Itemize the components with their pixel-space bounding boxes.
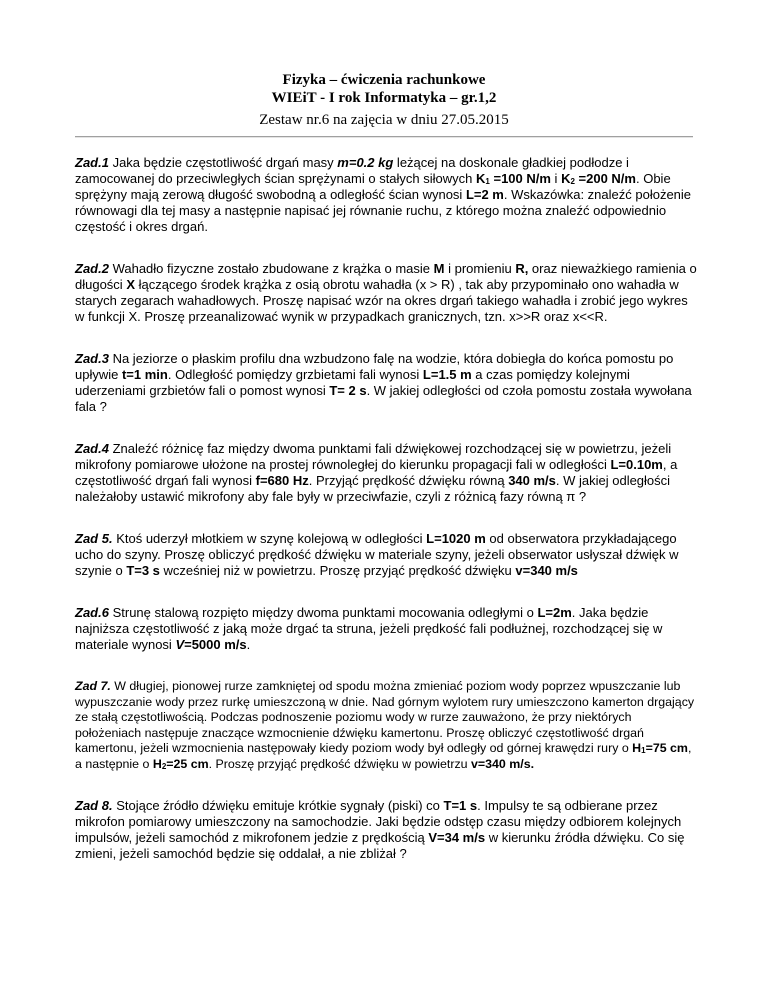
header-divider [75, 136, 693, 138]
task-4 [75, 441, 700, 505]
value-subscript: 1 [485, 177, 490, 186]
text-run: Stojące źródło dźwięku emituje krótkie sygnały (piski) co [112, 798, 444, 813]
text-run: . W jakiej odległości należałoby ustawić mikrofony aby fale były w przeciwfazie, czyli z różnicą fazy równą π ? [75, 473, 671, 504]
text-run: , a następnie o [75, 741, 692, 771]
value-subscript: 2 [570, 177, 575, 186]
value-bold: L=1.5 m [422, 367, 472, 382]
value-bold: =100 N/m [489, 171, 551, 186]
text-run: Jaka będzie częstotliwość drgań masy [108, 155, 338, 170]
value-bold-italic: V [175, 637, 185, 652]
text-run: leżącej na doskonale gładkiej podłodze i zamocowanej do przeciwległych ścian sprężynami o stałych siłowych [75, 155, 629, 186]
value-bold: L=0.10m [610, 457, 663, 472]
text-run: a czas pomiędzy kolejnymi uderzeniami grzbietów fali o pomost wynosi [75, 367, 630, 398]
value-bold: T= 2 s [329, 383, 367, 398]
value-bold: T=3 s [126, 563, 160, 578]
task-1 [75, 155, 700, 235]
text-run: Znaleźć różnicę faz między dwoma punktami fali dźwiękowej rozchodzącej się w powietrzu, jeżeli mikrofony pomiarowe ułożone na prostej równoległej do kierunku propagacji fali w odległości [75, 441, 672, 472]
task-body [75, 351, 692, 414]
value-bold: R, [515, 261, 529, 276]
text-run: . Impulsy te są odbierane przez mikrofon pomiarowy umieszczony na samochodzie. Jaki będzie odstęp czasu między odbiorem kolejnych impulsów, jeżeli samochód z mikrofonem jedzie z prędkością [75, 798, 682, 845]
value-bold: =75 cm [645, 741, 688, 755]
task-label: Zad 8. [75, 798, 113, 813]
value-bold: t=1 min [121, 367, 168, 382]
value-bold: H [152, 756, 162, 771]
text-run: Wahadło fizyczne zostało zbudowane z krążka o masie [108, 261, 434, 276]
value-bold: =200 N/m [574, 171, 636, 186]
value-bold: L=2 m [465, 187, 504, 202]
value-bold: =5000 m/s [184, 637, 247, 652]
value-bold: K [476, 171, 486, 186]
course-group: WIEiT - I rok Informatyka – gr.1,2 [271, 90, 497, 106]
task-5 [75, 531, 700, 579]
task-list [75, 155, 700, 862]
task-label: Zad 5. [75, 531, 113, 546]
task-body [75, 679, 694, 771]
value-bold: f=680 Hz [255, 473, 309, 488]
text-run: Ktoś uderzył młotkiem w szynę kolejową w odległości [112, 531, 427, 546]
course-title: Fizyka – ćwiczenia rachunkowe [282, 72, 486, 88]
task-label: Zad.1 [75, 155, 109, 170]
value-subscript: 2 [161, 761, 167, 771]
text-run: . Jaka będzie najniższa częstotliwość z jaką może drgać ta struna, jeżeli prędkość fali podłużnej, rozchodzącej się w materiale wynosi [75, 605, 663, 652]
text-run: . Odległość pomiędzy grzbietami fali wynosi [167, 367, 423, 382]
text-run: wcześniej niż w powietrzu. Proszę przyjąć prędkość dźwięku [159, 563, 516, 578]
task-3 [75, 351, 700, 415]
task-body [75, 261, 697, 324]
value-bold: T=1 s [443, 798, 478, 813]
task-label: Zad.4 [75, 441, 109, 456]
task-label: Zad.2 [75, 261, 109, 276]
text-run: Strunę stalową rozpięto między dwoma punktami mocowania odległymi o [108, 605, 538, 620]
text-run: i promieniu [444, 261, 516, 276]
task-2 [75, 261, 700, 325]
text-run: od obserwatora przykładającego ucho do szyny. Proszę obliczyć prędkość dźwięku w materiale szyny, jeżeli obserwator usłyszał dźwięk w szynie o [75, 531, 679, 578]
text-run: W długiej, pionowej rurze zamkniętej od spodu można zmieniać poziom wody poprzez wpuszczanie lub wypuszczanie wody przez rurkę umieszczoną w dnie. Nad górnym wylotem rury umieszczono kamerton drgający ze stałą częstotliwością. Podczas podnoszenie poziomu wody w rurze zauważono, że przy niektórych położeniach następuje znaczące wzmocnienie dźwięku kamertonu. Proszę obliczyć częstotliwość drgań kamertonu, jeżeli wzmocnienia następowały kiedy poziom wody był odległy od górnej krawędzi rury o [75, 679, 695, 755]
text-run: , a częstotliwość drgań fali wynosi [75, 457, 678, 488]
value-bold: v=340 m/s. [471, 756, 535, 771]
task-body [75, 605, 662, 652]
task-body [75, 155, 691, 234]
task-label: Zad 7. [75, 679, 111, 693]
value-subscript: 1 [641, 746, 646, 755]
text-run: . Wskazówka: znaleźć położenie równowagi dla tej masy a następnie napisać jej równanie ruchu, z którego można znaleźć odpowiednio częstość i okres drgań. [75, 187, 692, 234]
text-run: . [246, 637, 251, 652]
task-body [75, 531, 679, 578]
value-bold: K [561, 171, 571, 186]
value-bold: =25 cm [166, 756, 209, 771]
task-body [75, 441, 677, 504]
value-bold: X [126, 277, 135, 292]
set-date: Zestaw nr.6 na zajęcia w dniu 27.05.2015 [259, 112, 509, 128]
value-bold: V=34 m/s [428, 830, 486, 845]
text-run: w kierunku źródła dźwięku. Co się zmieni, jeżeli samochód będzie się oddalał, a nie zbliżał ? [75, 830, 685, 861]
text-run: . Obie sprężyny mają zerową długość swobodną a odległość ścian wynosi [75, 171, 671, 202]
task-8 [75, 798, 700, 862]
text-run: i [550, 171, 562, 186]
text-run: oraz nieważkiego ramienia o długości [75, 261, 697, 292]
value-bold: v=340 m/s [515, 563, 578, 578]
text-run: . W jakiej odległości od czoła pomostu została wywołana fala ? [75, 383, 692, 414]
text-run: . Proszę przyjąć prędkość dźwięku w powietrzu [208, 756, 472, 771]
task-label: Zad.3 [75, 351, 109, 366]
task-7 [75, 679, 700, 772]
text-run: . Przyjąć prędkość dźwięku równą [308, 473, 509, 488]
value-bold: L=1020 m [426, 531, 486, 546]
value-bold: L=2m [537, 605, 572, 620]
value-bold-italic: m=0.2 kg [337, 155, 394, 170]
value-bold: H [632, 741, 642, 755]
value-bold: 340 m/s [508, 473, 556, 488]
task-label: Zad.6 [75, 605, 109, 620]
text-run: łączącego środek krążka z osią obrotu wahadła (x > R) , tak aby przypominało ono wahadła w starych zegarach wahadłowych. Proszę napisać wzór na okres drgań takiego wahadła i zrobić jego wykres w funkcji X. Proszę przeanalizować wynik w przypadkach granicznych, tzn. x>>R oraz x<<R. [75, 277, 688, 324]
text-run: Na jeziorze o płaskim profilu dna wzbudzono falę na wodzie, która dobiegła do końca pomostu po upływie [75, 351, 674, 382]
task-6 [75, 605, 700, 653]
task-body [75, 798, 685, 861]
value-bold: M [433, 261, 445, 276]
